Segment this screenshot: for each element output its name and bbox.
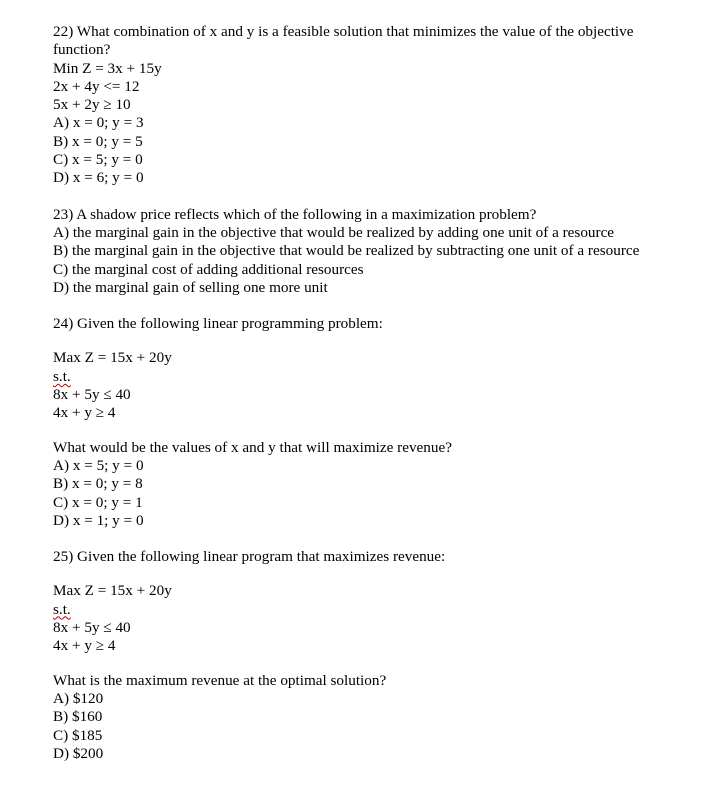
option-b: B) $160 — [53, 708, 103, 726]
document — [53, 23, 693, 763]
option-b: B) x = 0; y = 8 — [53, 475, 143, 493]
question-24 — [53, 315, 693, 530]
spacer — [53, 566, 693, 582]
spacer — [53, 333, 693, 349]
subject-to-label — [53, 368, 693, 386]
question-24-stem: 24) Given the following linear programming problem: — [53, 315, 383, 333]
constraint-2: 4x + y ≥ 4 — [53, 637, 116, 655]
constraint-1: 8x + 5y ≤ 40 — [53, 386, 131, 404]
option-d: D) x = 6; y = 0 — [53, 169, 144, 187]
question-22 — [53, 23, 693, 188]
question-25 — [53, 548, 693, 763]
constraint-2: 4x + y ≥ 4 — [53, 404, 116, 422]
question-25-prompt: What is the maximum revenue at the optimal solution? — [53, 671, 387, 689]
option-d: D) $200 — [53, 744, 104, 762]
question-23 — [53, 206, 693, 297]
option-b: B) x = 0; y = 5 — [53, 132, 143, 150]
constraint-1: 2x + 4y <= 12 — [53, 77, 140, 95]
option-c: C) the marginal cost of adding additional resources — [53, 260, 364, 278]
spacer — [53, 297, 693, 315]
option-a: A) the marginal gain in the objective that would be realized by adding one unit of a resource — [53, 223, 615, 241]
option-a: A) x = 5; y = 0 — [53, 456, 144, 474]
option-d: D) the marginal gain of selling one more unit — [53, 278, 328, 296]
option-c: C) $185 — [53, 726, 103, 744]
option-a: A) x = 0; y = 3 — [53, 114, 144, 132]
option-a: A) $120 — [53, 689, 104, 707]
objective-function: Max Z = 15x + 20y — [53, 349, 172, 367]
option-c: C) x = 0; y = 1 — [53, 493, 143, 511]
question-23-stem: 23) A shadow price reflects which of the following in a maximization problem? — [53, 205, 537, 223]
question-22-stem: 22) What combination of x and y is a feasible solution that minimizes the value of the objective function? — [53, 23, 634, 59]
spacer — [53, 530, 693, 548]
question-25-stem: 25) Given the following linear program that maximizes revenue: — [53, 548, 446, 566]
option-d: D) x = 1; y = 0 — [53, 511, 144, 529]
constraint-2: 5x + 2y ≥ 10 — [53, 96, 131, 114]
subject-to-text: s.t. — [53, 600, 71, 618]
option-b: B) the marginal gain in the objective that would be realized by subtracting one unit of a resource — [53, 242, 640, 260]
question-24-prompt: What would be the values of x and y that will maximize revenue? — [53, 438, 452, 456]
constraint-1: 8x + 5y ≤ 40 — [53, 619, 131, 637]
spacer — [53, 188, 693, 206]
spacer — [53, 656, 693, 672]
option-c: C) x = 5; y = 0 — [53, 151, 143, 169]
subject-to-text: s.t. — [53, 367, 71, 385]
spacer — [53, 423, 693, 439]
subject-to-label — [53, 601, 693, 619]
objective-function: Min Z = 3x + 15y — [53, 59, 162, 77]
objective-function: Max Z = 15x + 20y — [53, 582, 172, 600]
